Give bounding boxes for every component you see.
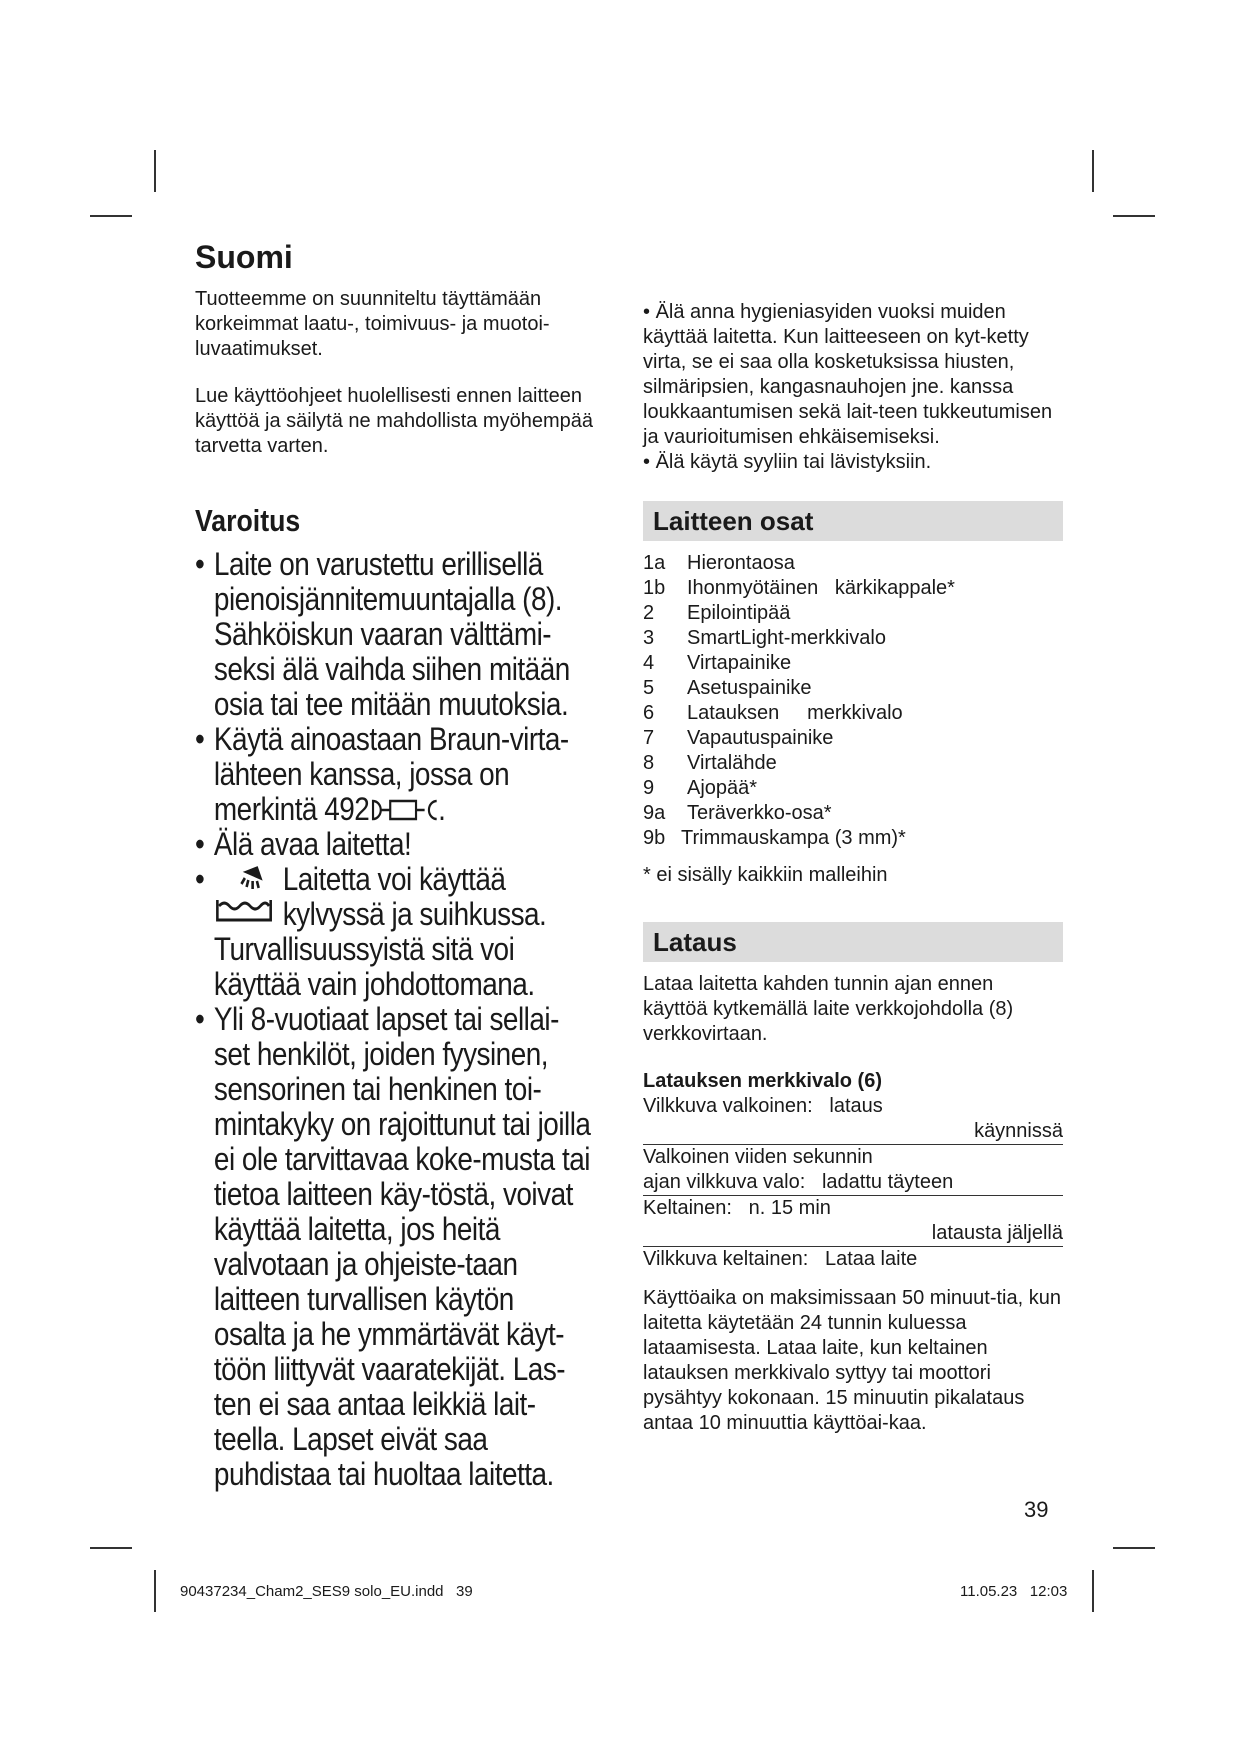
list-item: 5 Asetuspainike	[643, 677, 812, 699]
crop-mark	[1092, 1570, 1094, 1612]
parts-footnote: * ei sisälly kaikkiin malleihin	[643, 864, 888, 886]
list-item: 3 SmartLight-merkkivalo	[643, 627, 886, 649]
list-item: 8 Virtalähde	[643, 752, 777, 774]
list-item: 9 Ajopää*	[643, 777, 758, 799]
warning-item: • Laitetta voi käyttää kylvyssä ja suihkussa. Turvallisuussyistä sitä voi käyttää vain johdottomana.	[195, 862, 592, 1002]
indicator-heading: Latauksen merkkivalo (6)	[643, 1070, 882, 1092]
indicator-table	[643, 1094, 1063, 1272]
warning-list	[195, 547, 615, 1492]
bath-text-rest: Turvallisuussyistä sitä voi käyttää vain johdottomana.	[213, 931, 535, 1003]
crop-mark	[1092, 150, 1094, 192]
crop-mark	[154, 150, 156, 192]
intro-paragraph: Tuotteemme on suunniteltu täyttämään korkeimmat laatu-, toimivuus- ja muotoi-luvaatimukset.	[195, 288, 550, 361]
left-column	[195, 240, 615, 1492]
warning-item: • Yli 8-vuotiaat lapset tai sellai-set henkilöt, joiden fyysinen, sensorinen tai henkinen toi-mintakyky on rajoittunut tai joilla ei ole tarvittavaa koke-musta tai tietoa laitteen käy-töstä, voivat käyttää laitetta, jos heitä valvotaan ja ohjeiste-taan laitteen turvallisen käytön osalta ja he ymmärtävät käyt-töön liittyvät vaaratekijät. Las-ten ei saa antaa leikkiä lait-teella. Lapset eivät saa puhdistaa tai huoltaa laitetta.	[195, 1001, 591, 1493]
bullet-item: • Älä käytä syyliin tai lävistyksiin.	[643, 451, 932, 473]
bath-text-line: Laitetta voi käyttää	[282, 861, 506, 898]
crop-mark	[1113, 215, 1155, 217]
parts-list	[643, 551, 1063, 851]
bath-text-line: kylvyssä ja suihkussa.	[282, 896, 547, 933]
table-row: Vilkkuva keltainen: Lataa laite	[643, 1248, 918, 1270]
bullet-item: • Älä anna hygieniasyiden vuoksi muiden käyttää laitetta. Kun laitteeseen on kyt-ketty virta, se ei saa olla kosketuksissa hiusten, silmäripsien, kangasnauhojen jne. kanssa loukkaantumisen sekä lait-teen tukkeutumisen ja vaurioitumisen ehkäisemiseksi.	[643, 301, 1053, 448]
charging-paragraph: Lataa laitetta kahden tunnin ajan ennen käyttöä kytkemällä laite verkkojohdolla (8) verkkovirtaan.	[643, 973, 1014, 1045]
list-item: 6 Latauksen merkkivalo	[643, 702, 903, 724]
warning-heading: Varoitus	[195, 503, 301, 539]
list-item: 1a Hierontaosa	[643, 552, 795, 574]
crop-mark	[1113, 1547, 1155, 1549]
list-item: 9a Teräverkko-osa*	[643, 802, 832, 824]
list-item: 1b Ihonmyötäinen kärkikappale*	[643, 577, 955, 599]
runtime-paragraph: Käyttöaika on maksimissaan 50 minuut-tia, kun laitetta käytetään 24 tunnin kuluessa lataamisesta. Lataa laite, kun keltainen latauksen merkkivalo syttyy tai moottori pysähtyy kokonaan. 15 minuutin pikalataus antaa 10 minuuttia käyttöai-kaa.	[643, 1287, 1061, 1434]
crop-mark	[154, 1570, 156, 1612]
page-title: Suomi	[195, 239, 293, 275]
footer-timestamp: 11.05.23 12:03	[960, 1583, 1068, 1600]
bath-shower-icon	[214, 862, 274, 924]
crop-mark	[90, 215, 132, 217]
list-item: 4 Virtapainike	[643, 652, 792, 674]
table-row: Keltainen: n. 15 min latausta jäljellä	[643, 1196, 1063, 1247]
crop-mark	[90, 1547, 132, 1549]
list-item: 9b Trimmauskampa (3 mm)*	[643, 827, 906, 849]
parts-section-heading: Laitteen osat	[643, 501, 1063, 541]
footer-filename: 90437234_Cham2_SES9 solo_EU.indd 39	[180, 1583, 473, 1600]
warning-item: • Älä avaa laitetta!	[195, 826, 412, 863]
intro-paragraph: Lue käyttöohjeet huolellisesti ennen laitteen käyttöä ja säilytä ne mahdollista myöhempää tarvetta varten.	[195, 385, 593, 458]
page-number: 39	[1024, 1497, 1049, 1522]
table-row: Valkoinen viiden sekunnin ajan vilkkuva valo: ladattu täyteen	[643, 1145, 1063, 1196]
warning-item: • Käytä ainoastaan Braun-virta-lähteen kanssa, jossa on merkintä 492 .	[195, 721, 569, 828]
table-row: Vilkkuva valkoinen: lataus käynnissä	[643, 1094, 1063, 1145]
transformer-symbol-icon	[371, 797, 438, 823]
charging-section-heading: Lataus	[643, 922, 1063, 962]
list-item: 7 Vapautuspainike	[643, 727, 834, 749]
right-column	[643, 300, 1063, 1458]
warning-item: • Laite on varustettu erillisellä pienoisjännitemuuntajalla (8). Sähköiskun vaaran välttämi-seksi älä vaihda siihen mitään osia tai tee mitään muutoksia.	[195, 546, 570, 723]
list-item: 2 Epilointipää	[643, 602, 791, 624]
right-bullet-list	[643, 300, 1063, 475]
